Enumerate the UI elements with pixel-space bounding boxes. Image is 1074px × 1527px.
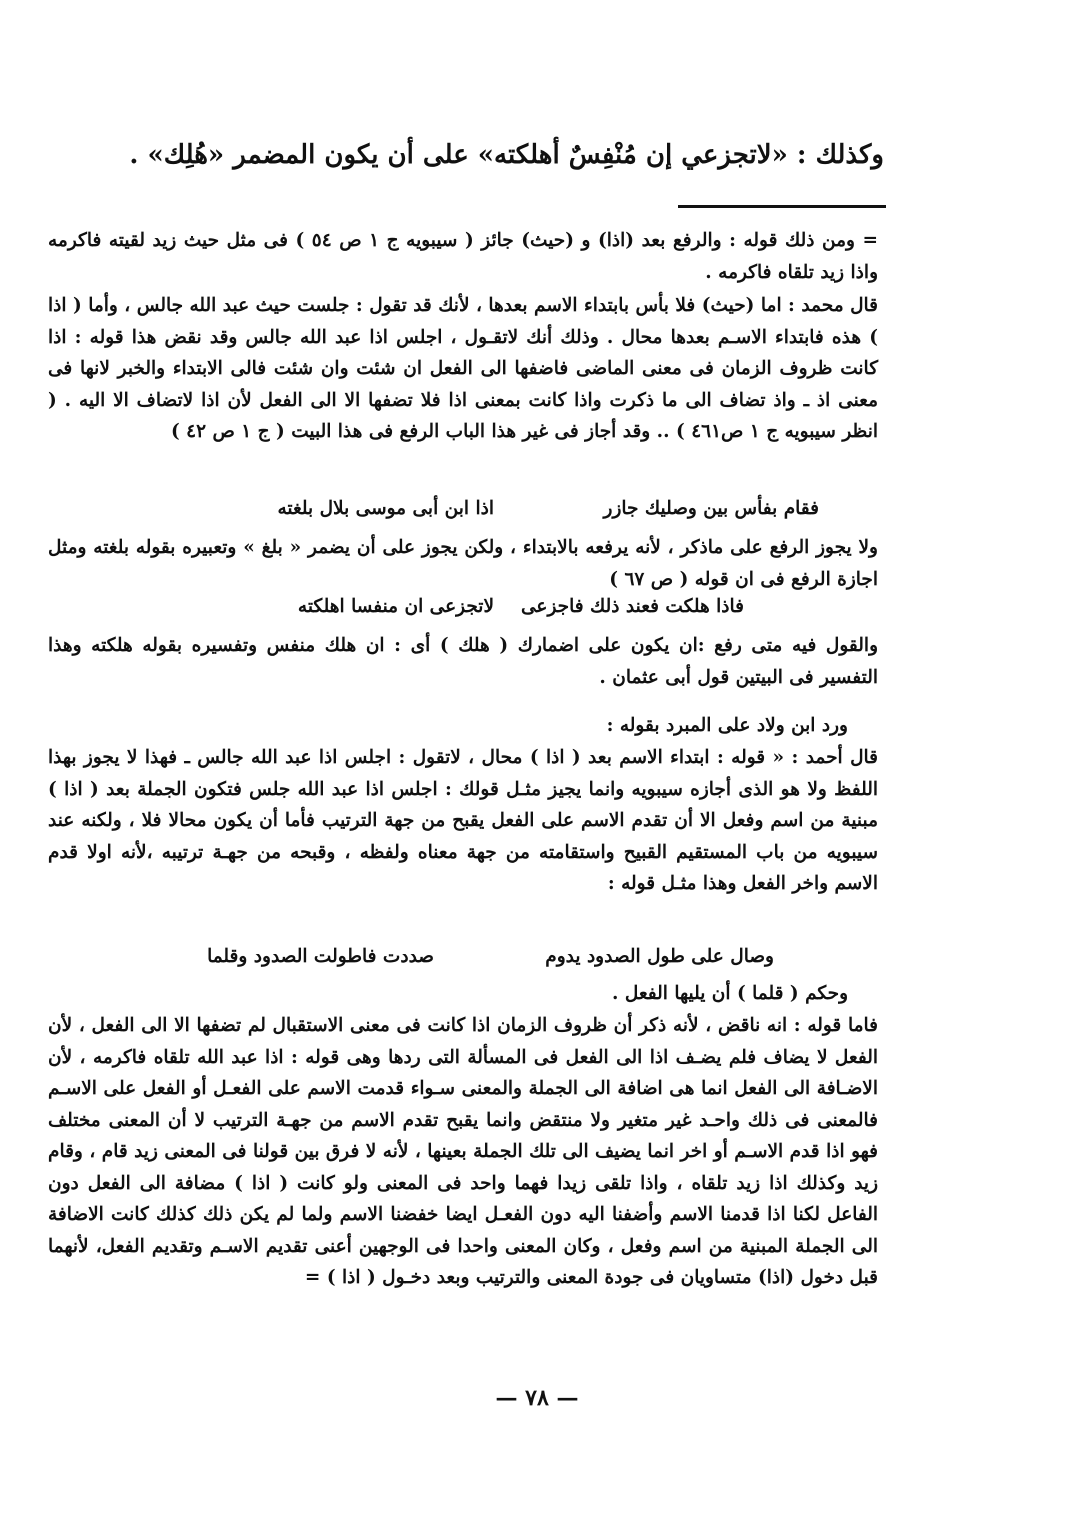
footnote-paragraph-5: ورد ابن ولاد على المبرد بقوله : (606, 715, 848, 736)
verse-3-second-hemistich: وصال على طول الصدود يدوم (545, 946, 774, 967)
footnote-divider (678, 205, 886, 208)
footnote-paragraph-2: قال محمد : اما (حيث) فلا بأس بابتداء الاسم بعدها ، لأنك قد تقول : جلست حيث عبد الله جالس ، وأما ( اذا ) هذه فابتداء الاسـم بعدها محال . وذلك أنك لاتقـول ، اجلس اذا عبد الله جالس وقد نقض هذا قوله : اذا كانت ظروف الزمان فى معنى الماضى فاضفها الى الفعل ان شئت وان شئت فالى الابتداء والخبر لانها فى معنى اذ ـ واذ تضاف الى ما ذكرت واذا كانت بمعنى اذا فلا تضفها الا الى الفعل لأن اذا لاتضاف الا اليه . ( انظر سيبويه ج ١ ص٤٦١ ) .. وقد أجاز فى غير هذا الباب الرفع فى هذا البيت ( ج ١ ص ٤٢ ) (48, 295, 878, 442)
header-line: وكذلك : «لاتجزعي إن مُنْفِسٌ أهلكته» على أن يكون المضمر «هُلِك» . (129, 140, 884, 170)
verse-1-first-hemistich: اذا ابن أبى موسى بلال بلغته (277, 498, 494, 519)
page-number: — ٧٨ — (495, 1385, 579, 1411)
footnote-paragraph-4: والقول فيه متى رفع :ان يكون على اضمارك ( هلك ) أى : ان هلك منفس وتفسيره بقوله هلكته وهذا التفسير فى البيتين قول أبى عثمان . (48, 635, 878, 688)
verse-3-first-hemistich: صددت فاطولت الصدود وقلما (207, 946, 434, 967)
verse-2-first-hemistich: لاتجزعى ان منفسا اهلكته (297, 596, 494, 617)
verse-1-second-hemistich: فقام بفأس بين وصليك جازر (603, 498, 819, 519)
footnote-paragraph-7: وحكم ( قلما ) أن يليها الفعل . (611, 983, 848, 1004)
footnote-paragraph-3: ولا يجوز الرفع على ماذكر ، لأنه يرفعه بالابتداء ، ولكن يجوز على أن يضمر « بلغ » وتعبيره بقوله بلغته ومثل اجازة الرفع فى ان قوله ( ص ٦٧ ) (48, 537, 878, 590)
footnote-paragraph-8: فاما قوله : انه ناقض ، لأنه ذكر أن ظروف الزمان اذا كانت فى معنى الاستقبال لم تضفها الا الى الفعل ، لأن الفعل لا يضاف فلم يضـف اذا الى الفعل فى المسألة التى ردها وهى قوله : اذا عبد الله تلقاه فاكرمه ، لأن الاضـافة الى الفعل انما هى اضافة الى الجملة والمعنى سـواء قدمت الاسم على الفعـل أو الفعل على الاسـم فالمعنى فى ذلك واحـد غير متغير ولا منتقض وانما يقبح تقدم الاسم من جهـة الترتيب لا أن المعنى مختلف فهو اذا قدم الاسـم أو اخر انما يضيف الى تلك الجملة بعينها ، لأنه لا فرق بين قولنا فى المعنى زيد قام ، وقام زيد وكذلك اذا زيد تلقاه ، واذا تلقى زيدا فهما واحد فى المعنى ولو كانت ( اذا ) مضافة الى الفعل دون الفاعل لكنا اذا قدمنا الاسم وأضفنا اليه دون الفعـل ايضا خفضنا الاسم ولما لم يكن ذلك كذلك كانت الاضافة الى الجملة المبنية من اسم وفعل ، وكان المعنى واحدا فى الوجهين أعنى تقديم الاسـم وتقديم الفعل، لأنهما قبل دخول (اذا) متساويان فى جودة المعنى والترتيب وبعد دخـول ( اذا ) = (48, 1015, 878, 1288)
verse-2-second-hemistich: فاذا هلكت فعند ذلك فاجزعى (521, 596, 744, 617)
footnote-paragraph-1: = ومن ذلك قوله : والرفع بعد (اذا) و (حيث) جائز ( سيبويه ج ١ ص ٥٤ ) فى مثل حيث زيد لقيته فاكرمه واذا زيد تلقاه فاكرمه . (48, 230, 879, 283)
footnote-paragraph-6: قال أحمد : « قوله : ابتداء الاسم بعد ( اذا ) محال ، لاتقول : اجلس اذا عبد الله جالس ـ فهذا لا يجوز بهذا اللفظ ولا هو الذى أجازه سيبويه وانما يجيز مثـل قولك : اجلس اذا عبد الله جلس فتكون الجملة بعد ( اذا ) مبنية من اسم وفعل الا أن تقدم الاسم على الفعل يقبح من جهة الترتيب فأما أن يكون محالا فلا ، ولكنه عند سيبويه من باب المستقيم القبيح واستقامته من جهة معناه ولفظه ، وقبحه من جهـة ترتيبه ،لأنه اولا قدم الاسم واخر الفعل وهذا مثـل قوله : (48, 747, 878, 894)
